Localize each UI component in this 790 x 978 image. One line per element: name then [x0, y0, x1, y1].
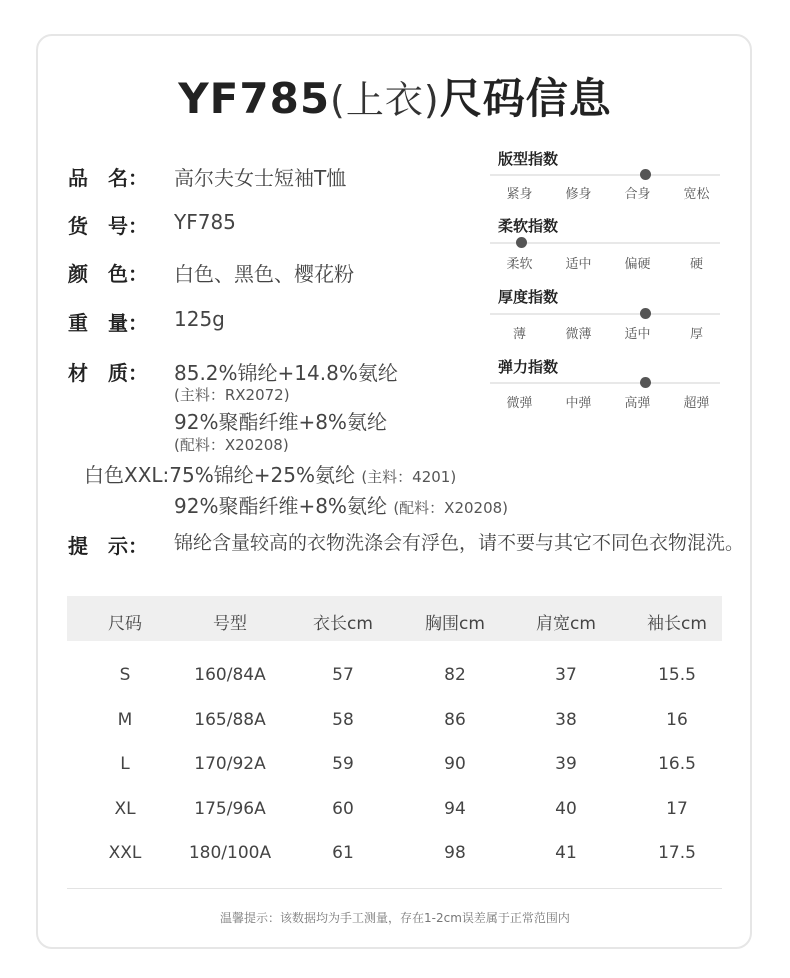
- tip-label: 提 示：: [68, 534, 148, 558]
- material-line4: 92%聚酯纤维+8%氨纶 (配料：X20208): [174, 494, 509, 518]
- table-header-cell: 衣长cm: [313, 614, 373, 634]
- table-header-cell: 胸围cm: [425, 614, 485, 634]
- table-cell: 40: [555, 799, 577, 819]
- table-header-cell: 尺码: [108, 614, 142, 634]
- page-title: YF785(上衣)尺码信息: [178, 74, 612, 123]
- table-cell: 160/84A: [194, 665, 266, 685]
- table-header-cell: 袖长cm: [647, 614, 707, 634]
- elasticity-index-marker: [640, 377, 651, 388]
- table-cell: 41: [555, 843, 577, 863]
- table-cell: 170/92A: [194, 754, 266, 774]
- table-cell: 57: [332, 665, 354, 685]
- table-cell: 180/100A: [188, 843, 272, 863]
- material-line2-sub: (配料：X20208): [174, 436, 289, 454]
- table-cell: XL: [114, 799, 136, 819]
- color-value: 白色、黑色、樱花粉: [174, 262, 354, 286]
- table-cell: 82: [444, 665, 466, 685]
- table-cell: 90: [444, 754, 466, 774]
- product-name: 高尔夫女士短袖T恤: [174, 166, 347, 190]
- table-cell: 165/88A: [194, 710, 266, 730]
- table-cell: 38: [555, 710, 577, 730]
- table-cell: 60: [332, 799, 354, 819]
- table-header-cell: 号型: [213, 614, 247, 634]
- material-line1: 85.2%锦纶+14.8%氨纶: [174, 361, 398, 385]
- fit-index-marker: [640, 169, 651, 180]
- table-cell: 17: [666, 799, 688, 819]
- material-line1-sub: (主料：RX2072): [174, 386, 290, 404]
- table-cell: L: [120, 754, 130, 774]
- table-cell: 17.5: [658, 843, 696, 863]
- table-cell: 86: [444, 710, 466, 730]
- table-cell: S: [119, 665, 131, 685]
- sku-value: YF785: [174, 210, 236, 234]
- divider: [67, 888, 722, 889]
- footer-note: 温馨提示：该数据均为手工测量，存在1-2cm误差属于正常范围内: [220, 911, 570, 925]
- thickness-index-marker: [640, 308, 651, 319]
- table-cell: 98: [444, 843, 466, 863]
- material-line2: 92%聚酯纤维+8%氨纶: [174, 410, 387, 434]
- softness-index-marker: [516, 237, 527, 248]
- table-cell: M: [117, 710, 133, 730]
- table-cell: 39: [555, 754, 577, 774]
- weight-value: 125g: [174, 307, 225, 331]
- table-cell: 16: [666, 710, 688, 730]
- tip-text: 锦纶含量较高的衣物洗涤会有浮色，请不要与其它不同色衣物混洗。: [174, 532, 745, 554]
- table-cell: 59: [332, 754, 354, 774]
- table-cell: 61: [332, 843, 354, 863]
- table-cell: 175/96A: [194, 799, 266, 819]
- material-line3: 白色XXL:75%锦纶+25%氨纶 (主料：4201): [84, 463, 457, 487]
- table-cell: 16.5: [658, 754, 696, 774]
- table-cell: 15.5: [658, 665, 696, 685]
- table-cell: 58: [332, 710, 354, 730]
- table-cell: 94: [444, 799, 466, 819]
- table-header-cell: 肩宽cm: [536, 614, 596, 634]
- table-cell: XXL: [108, 843, 142, 863]
- table-cell: 37: [555, 665, 577, 685]
